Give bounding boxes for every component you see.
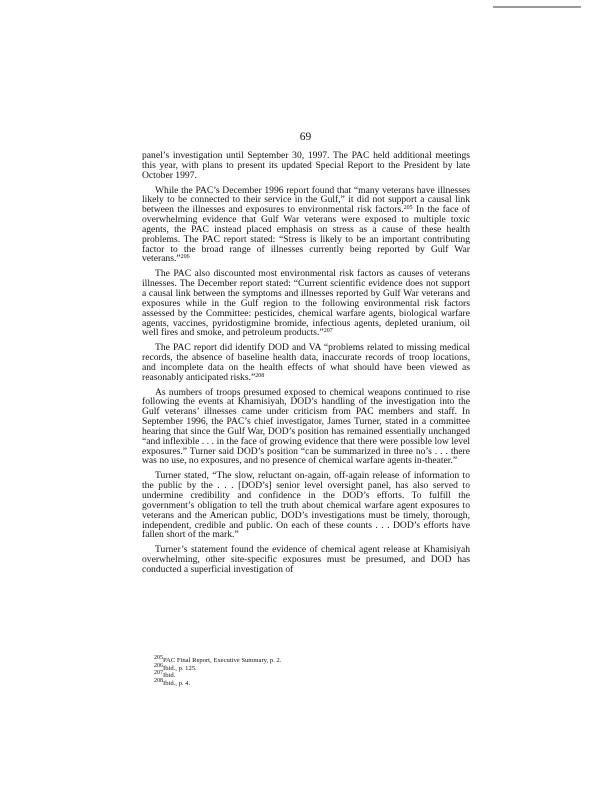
footnote-ref-207: 207 <box>323 328 333 335</box>
footnote-ref-206: 206 <box>180 254 190 261</box>
paragraph-text: The PAC report did identify DOD and VA “problems related to missing medical records, the absence of baseline health data, inaccurate records of troop locations, and incomplete data on the health effects of what should have been viewed as reasonably anticipated risks.” <box>142 342 470 383</box>
paragraph-turner-statement: Turner stated, “The slow, reluctant on-again, off-again release of information to the public by the . . . [DOD’s] senior level oversight panel, has also served to undermine credibility and confidence in the DOD’s efforts. To fulfill the government’s obligation to tell the truth about chemical warfare agent exposures to veterans and the American public, DOD’s investigations must be timely, thorough, independent, credible and public. On each of these counts . . . DOD’s efforts have fallen short of the mark.” <box>142 470 470 541</box>
paragraph-text: In the face of overwhelming evidence that Gulf War veterans were exposed to multiple toxic agents, the PAC instead placed emphasis on stress as a cause of these health problems. The PAC report stated: “Stress is likely to be an important contributing factor to the broad range of illnesses currently being reported by Gulf War veterans.” <box>142 204 470 265</box>
footnotes <box>142 657 470 687</box>
footnote-text: Ibid., p. 4. <box>163 679 191 687</box>
paragraph-text: The PAC also discounted most environmental risk factors as causes of veterans illnesses. The December report stated: “Current scientific evidence does not support a causal link between the symptoms and illnesses reported by Gulf War veterans and exposures while in the Gulf region to the following environmental risk factors assessed by the Committee: pesticides, chemical warfare agents, biological warfare agents, vaccines, pyridostigmine bromide, infectious agents, depleted uranium, oil well fires and smoke, and petroleum products.” <box>142 268 470 339</box>
page-number: 69 <box>299 131 312 143</box>
footnote-text: Ibid. <box>163 672 176 680</box>
footnote <box>142 657 470 665</box>
footnote-number: 206 <box>154 662 163 669</box>
footnote-number: 207 <box>154 670 163 677</box>
body-text <box>142 151 470 580</box>
footnote-text: Ibid., p. 125. <box>163 664 197 672</box>
paragraph-continuation: panel’s investigation until September 30, 1997. The PAC held additional meetings this year, with plans to present its updated Special Report to the President by late October 1997. <box>142 150 470 181</box>
footnote-number: 205 <box>154 655 163 661</box>
footnote-text: PAC Final Report, Executive Summary, p. 2. <box>163 657 282 664</box>
scan-edge-mark <box>493 6 581 8</box>
paragraph-turner-findings: Turner’s statement found the evidence of chemical agent release at Khamisiyah overwhelming, other site-specific exposures must be presumed, and DOD has conducted a superficial investigation of <box>142 544 470 575</box>
paragraph-text: While the PAC’s December 1996 report found that “many veterans have illnesses likely to be connected to their service in the Gulf,” it did not support a causal link between the illnesses and exposures to environmental risk factors. <box>142 184 470 216</box>
paragraph-pac-identified-problems <box>142 343 470 382</box>
footnote <box>142 677 470 688</box>
footnote-ref-208: 208 <box>255 372 265 379</box>
paragraph-pac-discounted-risks <box>142 269 470 338</box>
footnote <box>142 662 470 673</box>
footnote-ref-205: 205 <box>403 205 413 212</box>
paragraph-khamisiyah-criticism: As numbers of troops presumed exposed to chemical weapons continued to rise following the events at Khamisiyah, DOD’s handling of the investigation into the Gulf veterans’ illnesses came under criticism from PAC members and staff. In September 1996, the PAC’s chief investigator, James Turner, stated in a committee hearing that since the Gulf War, DOD’s position has remained essentially unchanged “and inflexible . . . in the face of growing evidence that there were possible low level exposures.” Turner said DOD’s position “can be summarized in three no’s . . . there was no use, no exposures, and no presence of chemical warfare agents in-theater.” <box>142 386 470 467</box>
footnote <box>142 672 470 680</box>
paragraph-pac-december-report <box>142 186 470 265</box>
footnote-number: 208 <box>154 677 163 684</box>
